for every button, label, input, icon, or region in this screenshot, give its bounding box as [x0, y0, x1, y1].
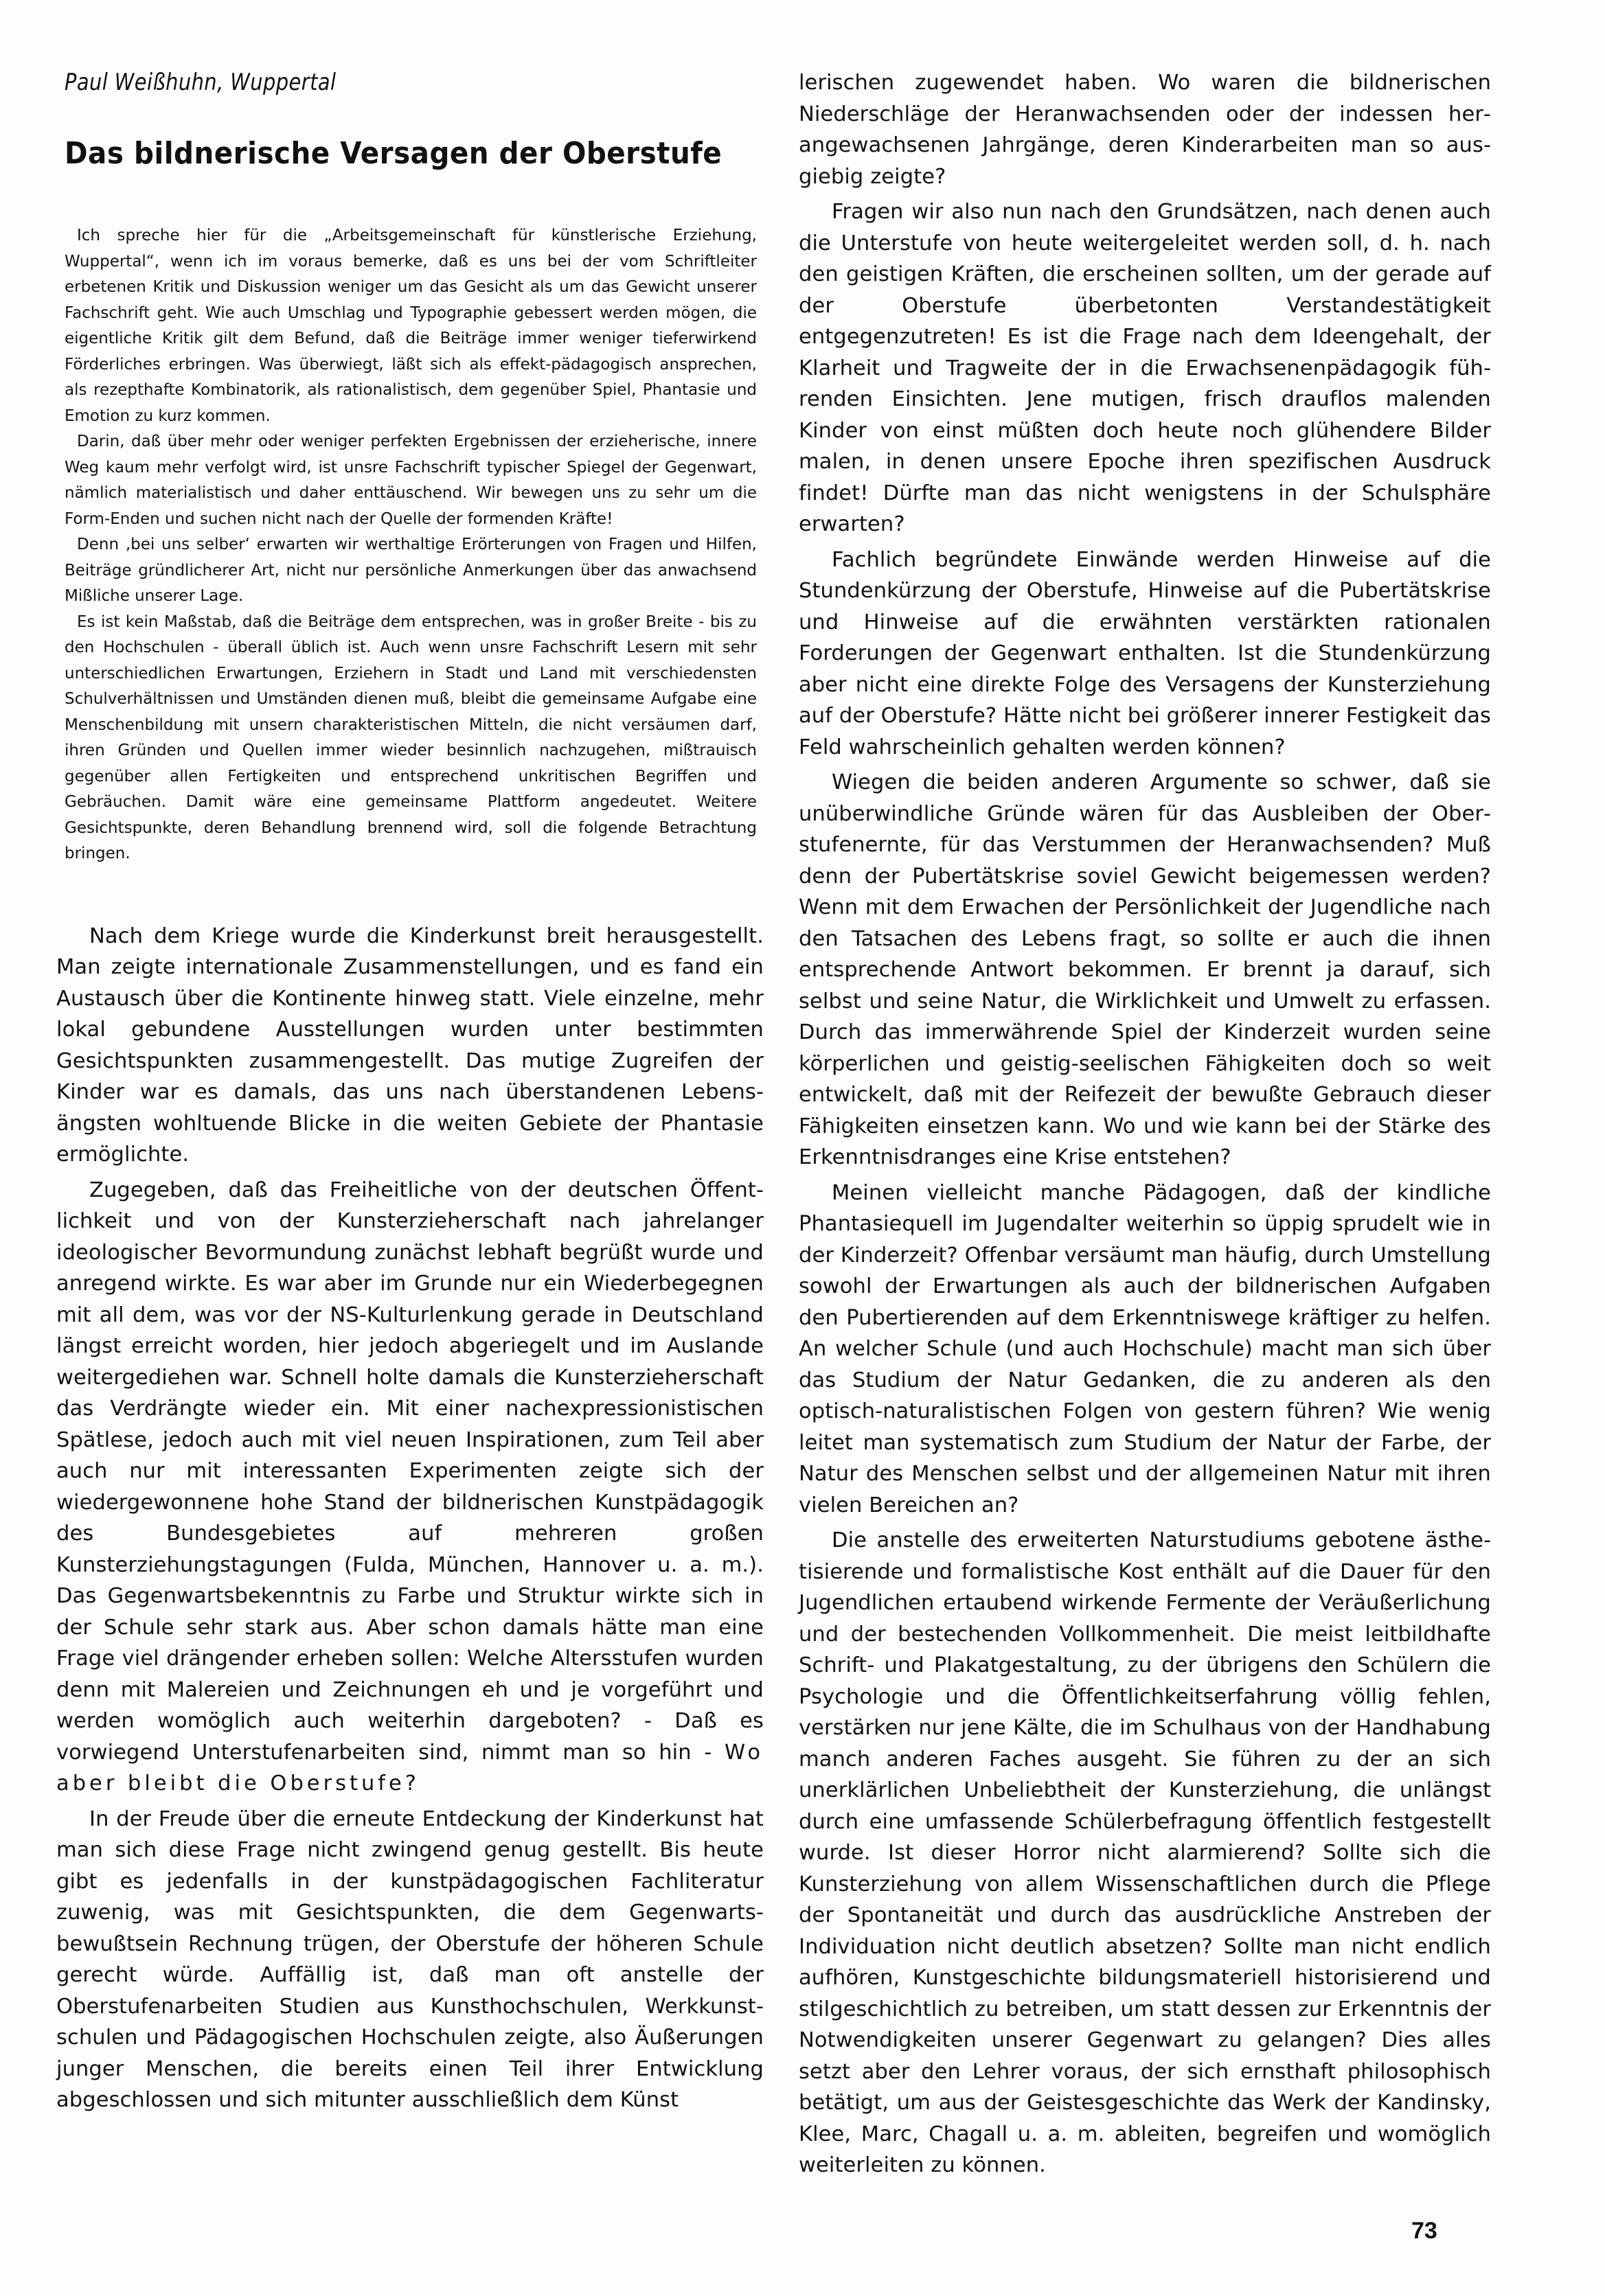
body-paragraph — [56, 1175, 764, 1800]
left-column — [56, 69, 764, 2120]
body-paragraph: Meinen vielleicht manche Pädagogen, daß der kindliche Phantasiequell im Jugendalter weiterhin so üppig sprudelt wie in der Kinderzeit? Offenbar versäumt man häufig, durch Umstellung sowohl der Erwartungen als auch der bildnerischen Aufgaben den Pubertierenden auf dem Erkenntniswege kräftiger zu helfen. An welcher Schule (und auch Hochschule) macht man sich über das Studium der Natur Gedanken, die zu anderen als den optisch-naturalistischen Folgen von gestern führen? Wie wenig leitet man systematisch zum Studium der Natur der Farbe, der Natur des Menschen selbst und der allgemeinen Natur mit ihren vielen Bereichen an? — [799, 1180, 1491, 1517]
intro-paragraph: Denn ‚bei uns selber‘ erwarten wir werthaltige Erörterungen von Fragen und Hilfen, Beiträge gründlicherer Art, nicht nur persönliche Anmerkungen über das anwachsend Mißliche unserer Lage. — [65, 536, 757, 605]
body-paragraph: Wiegen die beiden anderen Argumente so schwer, daß sie unüberwindliche Gründe wären für das Ausbleiben der Oberstufenernte, für das Verstummen der Heranwachsenden? Muß denn der Pubertätskrise soviel Gewicht beigemessen werden? Wenn mit dem Erwachen der Persönlichkeit der Jugendliche nach den Tatsachen des Lebens fragt, so sollte er auch die ihnen entsprechende Antwort bekommen. Er brennt ja darauf, sich selbst und seine Natur, die Wirklichkeit und Umwelt zu erfassen. Durch das immerwährende Spiel der Kinderzeit wurden seine körperlichen und geistig-seelischen Fähigkeiten doch so weit entwickelt, daß mit der Reifezeit der bewußte Gebrauch dieser Fähigkeiten einsetzen kann. Wo und wie kann bei der Stärke des Erkenntnisdranges eine Krise entstehen? — [799, 770, 1491, 1169]
right-column — [799, 67, 1491, 2185]
intro-paragraph: Es ist kein Maßstab, daß die Beiträge dem entsprechen, was in großer Breite - bis zu den Hochschulen - überall üblich ist. Auch wenn unsre Fachschrift Lesern mit sehr unterschiedlichen Erwartungen, Erziehern in Stadt und Land mit verschiedensten Schulverhältnissen und Umständen dienen muß, bleibt die gemeinsame Aufgabe eine Menschenbildung mit unsern charakteristischen Mitteln, die nicht versäumen darf, ihren Gründen und Quellen immer wieder besinnlich nachzugehen, mißtrauisch gegenüber allen Fertigkeiten und entsprechend unkritischen Begriffen und Gebräuchen. Damit wäre eine gemeinsame Plattform angedeutet. Weitere Gesichtspunkte, deren Behandlung brennend wird, soll die folgende Betrachtung bringen. — [65, 612, 757, 862]
emphasized-question: Wo aber bleibt die Oberstufe? — [56, 1740, 764, 1795]
body-left — [56, 921, 764, 2116]
body-paragraph: In der Freude über die erneute Entdeckung der Kinderkunst hat man sich diese Frage nicht zwingend genug gestellt. Bis heute gibt es jedenfalls in der kunstpädagogischen Fachliteratur zuwenig, was mit Gesichtspunkten, die dem Gegenwartsbewußtsein Rechnung trügen, der Oberstufe der höheren Schule gerecht würde. Auffällig ist, daß man oft anstelle der Oberstufenarbeiten Studien aus Kunsthochschulen, Werkkunstschulen und Pädagogischen Hochschulen zeigte, also Äußerungen junger Menschen, die bereits einen Teil ihrer Entwicklung abgeschlossen und sich mitunter ausschließlich dem Künst — [56, 1806, 764, 2112]
body-paragraph: Fachlich begründete Einwände werden Hinweise auf die Stundenkürzung der Oberstufe, Hinweise auf die Pubertätskrise und Hinweise auf die erwähnten verstärkten rationalen Forderungen der Gegenwart enthalten. Ist die Stundenkürzung aber nicht eine direkte Folge des Versagens der Kunsterziehung auf der Oberstufe? Hätte nicht bei größerer innerer Festigkeit das Feld wahrscheinlich gehalten werden können? — [799, 547, 1491, 759]
intro-paragraph: Darin, daß über mehr oder weniger perfekten Ergebnissen der erzieherische, innere Weg kaum mehr verfolgt wird, ist unsre Fachschrift typischer Spiegel der Gegenwart, nämlich materialistisch und daher enttäuschend. Wir bewegen uns zu sehr um die Form-Enden und suchen nicht nach der Quelle der formenden Kräfte! — [65, 433, 757, 528]
body-paragraph-text: Zugegeben, daß das Freiheitliche von der deutschen Öffentlichkeit und von der Kunsterzieherschaft nach jahrelanger ideologischer Bevormundung zunächst lebhaft begrüßt wurde und anregend wirkte. Es war aber im Grunde nur ein Wiederbegegnen mit all dem, was vor der NS-Kulturlenkung gerade in Deutschland längst erreicht worden, hier jedoch abgeriegelt und im Auslande weitergediehen war. Schnell holte damals die Kunsterzieherschaft das Verdrängte wieder ein. Mit einer nachexpressionistischen Spätlese, jedoch auch mit viel neuen Inspirationen, zum Teil aber auch nur mit interessanten Experimenten zeigte sich der wiedergewonnene hohe Stand der bildnerischen Kunstpädagogik des Bundesgebietes auf mehreren großen Kunsterziehungstagungen (Fulda, München, Hannover u. a. m.). Das Gegenwartsbekenntnis zu Farbe und Struktur wirkte sich in der Schule sehr stark aus. Aber schon damals hätte man eine Frage viel drängender erheben sollen: Welche Altersstufen wurden denn mit Malereien und Zeichnungen eh und je vorgeführt und werden womöglich auch weiterhin dargeboten? - Daß es vorwiegend Unterstufenarbeiten sind, nimmt man so hin - — [56, 1178, 764, 1765]
page-number: 73 — [1411, 2218, 1437, 2244]
intro-paragraph: Ich spreche hier für die „Arbeitsgemeinschaft für künstlerische Erziehung, Wuppertal“, wenn ich im voraus bemerke, daß es uns bei der vom Schriftleiter erbetenen Kritik und Diskussion weniger um das Gesicht als um das Gewicht unserer Fachschrift geht. Wie auch Umschlag und Typographie gebessert werden mögen, die eigentliche Kritik gilt dem Befund, daß die Beiträge immer weniger tieferwirkend Förderliches erbringen. Was überwiegt, läßt sich als effekt-pädagogisch ansprechen, als rezepthafte Kombinatorik, als rationalistisch, dem gegenüber Spiel, Phantasie und Emotion zu kurz kommen. — [65, 227, 757, 425]
author-byline: Paul Weißhuhn, Wuppertal — [65, 69, 337, 96]
body-paragraph: Fragen wir also nun nach den Grundsätzen, nach denen auch die Unterstufe von heute weitergeleitet werden soll, d. h. nach den geistigen Kräften, die erscheinen sollten, um der gerade auf der Oberstufe überbetonten Verstandestätigkeit entgegenzutreten! Es ist die Frage nach dem Ideengehalt, der Klarheit und Tragweite der in die Erwachsenenpädagogik führenden Einsichten. Jene mutigen, frisch drauflos malenden Kinder von einst müßten doch heute noch glühendere Bilder malen, in denen unsere Epoche ihren spezifischen Ausdruck findet! Dürfte man das nicht wenigstens in der Schulsphäre erwarten? — [799, 200, 1491, 536]
body-paragraph: Nach dem Kriege wurde die Kinderkunst breit herausgestellt. Man zeigte internationale Zusammenstellungen, und es fand ein Austausch über die Kontinente hinweg statt. Viele einzelne, mehr lokal gebundene Ausstellungen wurden unter bestimmten Gesichtspunkten zusammengestellt. Das mutige Zugreifen der Kinder war es damals, das uns nach überstandenen Lebensängsten wohltuende Blicke in die weiten Gebiete der Phantasie ermöglichte. — [56, 923, 764, 1167]
body-paragraph-continued: lerischen zugewendet haben. Wo waren die bildnerischen Niederschläge der Heranwachsenden oder der indessen herangewachsenen Jahrgänge, deren Kinderarbeiten man so ausgiebig zeigte? — [799, 71, 1491, 189]
editorial-intro — [56, 223, 757, 867]
body-paragraph: Die anstelle des erweiterten Naturstudiums gebotene ästhetisierende und formalistische Kost enthält auf die Dauer für den Jugendlichen ertaubend wirkende Fermente der Veräußerlichung und der bestechenden Vollkommenheit. Die meist leitbildhafte Schrift- und Plakatgestaltung, zu der übrigens den Schülern die Psychologie und die Öffentlichkeitserfahrung völlig fehlen, verstärken nur jene Kälte, die im Schulhaus von der Handhabung manch anderen Faches ausgeht. Sie führen zu der an sich unerklärlichen Unbeliebtheit der Kunsterziehung, die unlängst durch eine umfassende Schülerbefragung öffentlich festgestellt wurde. Ist dieser Horror nicht alarmierend? Sollte sich die Kunsterziehung von allem Wissenschaftlichen durch die Pflege der Spontaneität und durch das ausdrückliche Anstreben der Individuation nicht deutlich absetzen? Sollte man nicht endlich aufhören, Kunstgeschichte bildungsmateriell historisierend und stilgeschichtlich zu betreiben, um statt dessen zur Erkenntnis der Notwendigkeiten unserer Gegenwart zu gelangen? Dies alles setzt aber den Lehrer voraus, der sich ernsthaft philosophisch betätigt, um aus der Geistesgeschichte das Werk der Kandinsky, Klee, Marc, Chagall u. a. m. ableiten, begreifen und womöglich weiterleiten zu können. — [799, 1528, 1491, 2177]
article-title: Das bildnerische Versagen der Oberstufe — [65, 136, 722, 171]
